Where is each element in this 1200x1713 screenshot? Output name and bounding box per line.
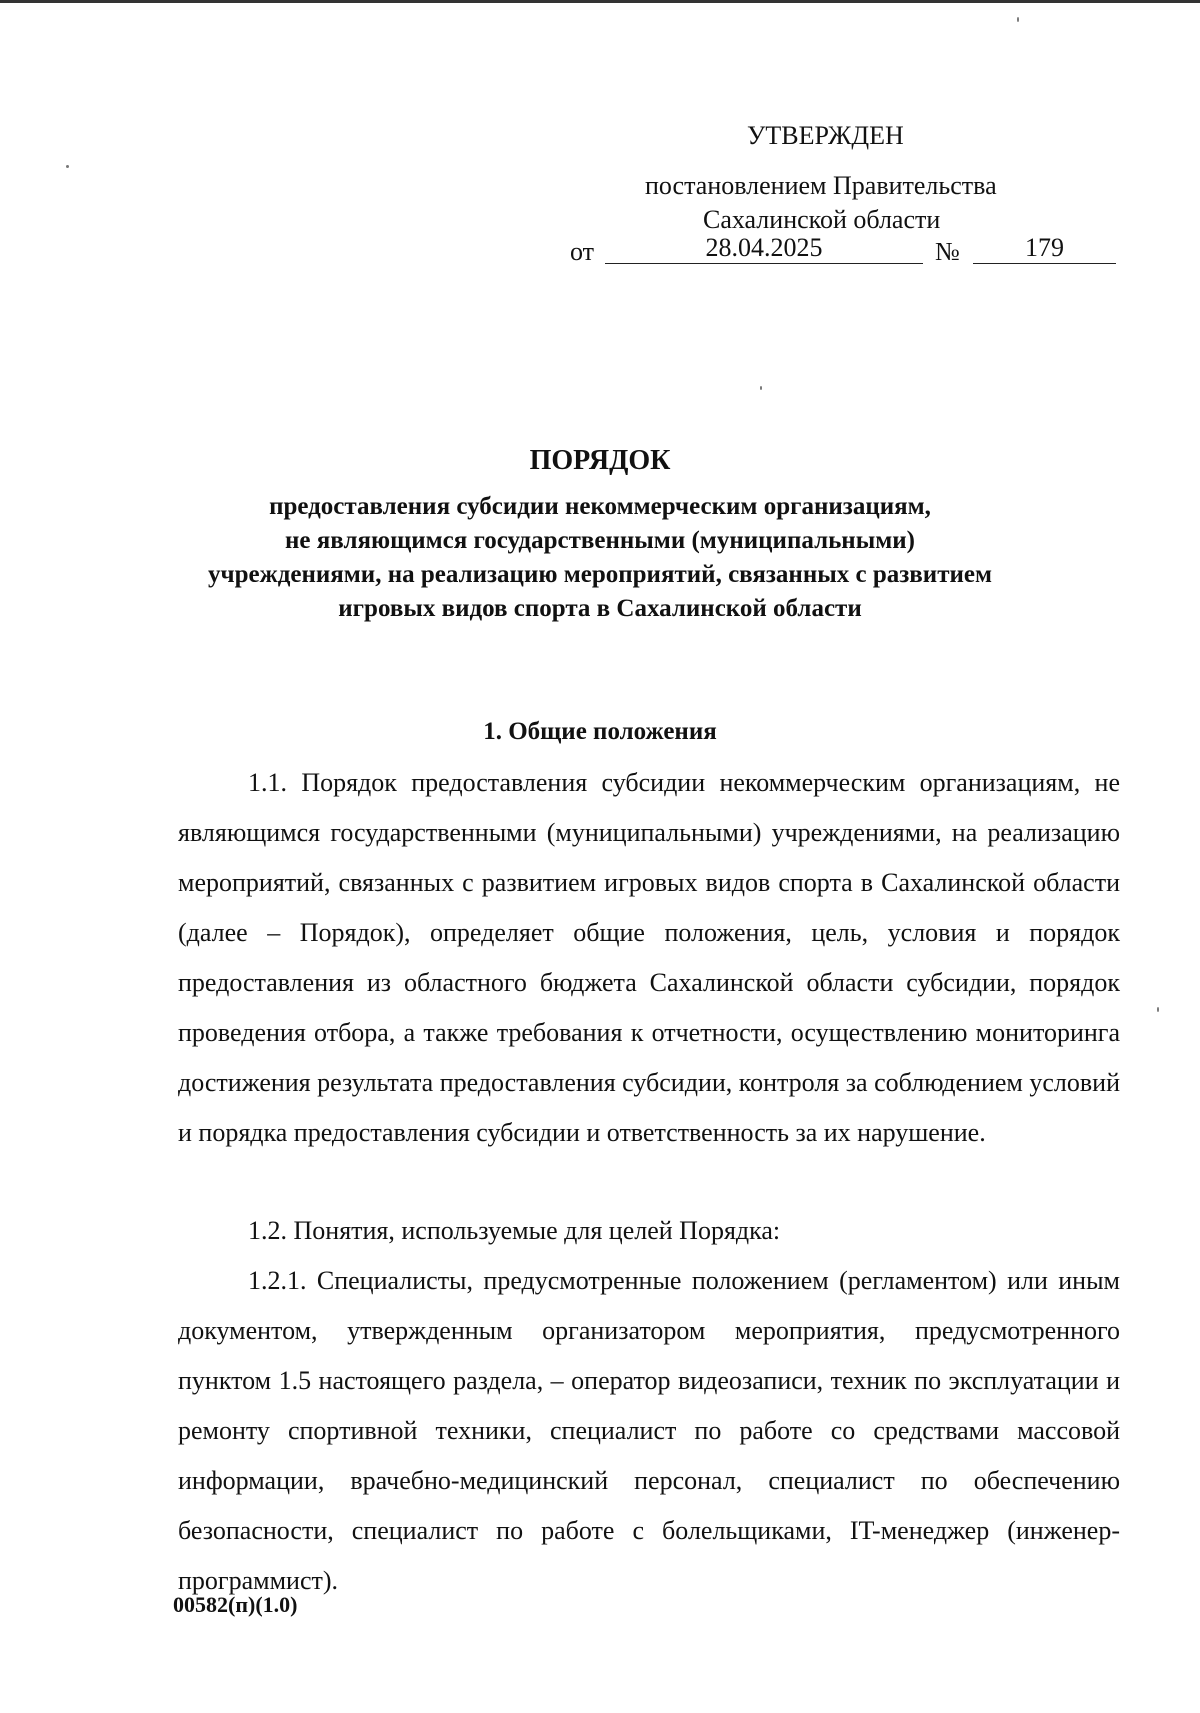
number-prefix: №	[935, 237, 960, 266]
paragraph-text: 1.2. Понятия, используемые для целей Порядка:	[248, 1216, 781, 1245]
paragraph-1-2	[178, 1206, 1120, 1256]
date-prefix: от	[570, 237, 595, 266]
section-heading: 1. Общие положения	[483, 718, 717, 745]
approval-stamp: УТВЕРЖДЕН	[747, 121, 904, 150]
document-subtitle	[0, 490, 1200, 626]
document-title: ПОРЯДОК	[529, 445, 671, 476]
paragraph-1-2-1	[178, 1256, 1120, 1606]
paragraph-text: 1.2.1. Специалисты, предусмотренные положением (регламентом) или иным документом, утвержденным организатором мероприятия, предусмотренного пунктом 1.5 настоящего раздела, – оператор видеозаписи, техник по эксплуатации и ремонту спортивной техники, специалист по работе со средствами массовой информации, врачебно-медицинский персонал, специалист по обеспечению безопасности, специалист по работе с болельщиками, IT-менеджер (инженер-программист).	[178, 1266, 1120, 1595]
scan-top-edge	[0, 0, 1200, 3]
subtitle-line: игровых видов спорта в Сахалинской области	[338, 595, 862, 622]
approval-line-2: Сахалинской области	[703, 205, 941, 234]
number-field: 179	[973, 233, 1116, 264]
subtitle-line: предоставления субсидии некоммерческим организациям,	[269, 493, 931, 520]
subtitle-line: не являющимся государственными (муниципальными)	[285, 527, 915, 554]
paragraph-1-1	[178, 758, 1120, 1158]
footer-code: 00582(п)(1.0)	[173, 1592, 298, 1617]
subtitle-line: учреждениями, на реализацию мероприятий, связанных с развитием	[207, 561, 993, 588]
scan-speck	[760, 386, 762, 390]
scan-speck	[1157, 1007, 1159, 1012]
scan-speck	[1017, 17, 1019, 22]
paragraph-text: 1.1. Порядок предоставления субсидии некоммерческим организациям, не являющимся государственными (муниципальными) учреждениями, на реализацию мероприятий, связанных с развитием игровых видов спорта в Сахалинской области (далее – Порядок), определяет общие положения, цель, условия и порядок предоставления из областного бюджета Сахалинской области субсидии, порядок проведения отбора, а также требования к отчетности, осуществлению мониторинга достижения результата предоставления субсидии, контроля за соблюдением условий и порядка предоставления субсидии и ответственность за их нарушение.	[178, 768, 1120, 1147]
date-field: 28.04.2025	[605, 233, 923, 264]
approval-line-1: постановлением Правительства	[645, 171, 997, 200]
scan-speck	[66, 165, 69, 168]
